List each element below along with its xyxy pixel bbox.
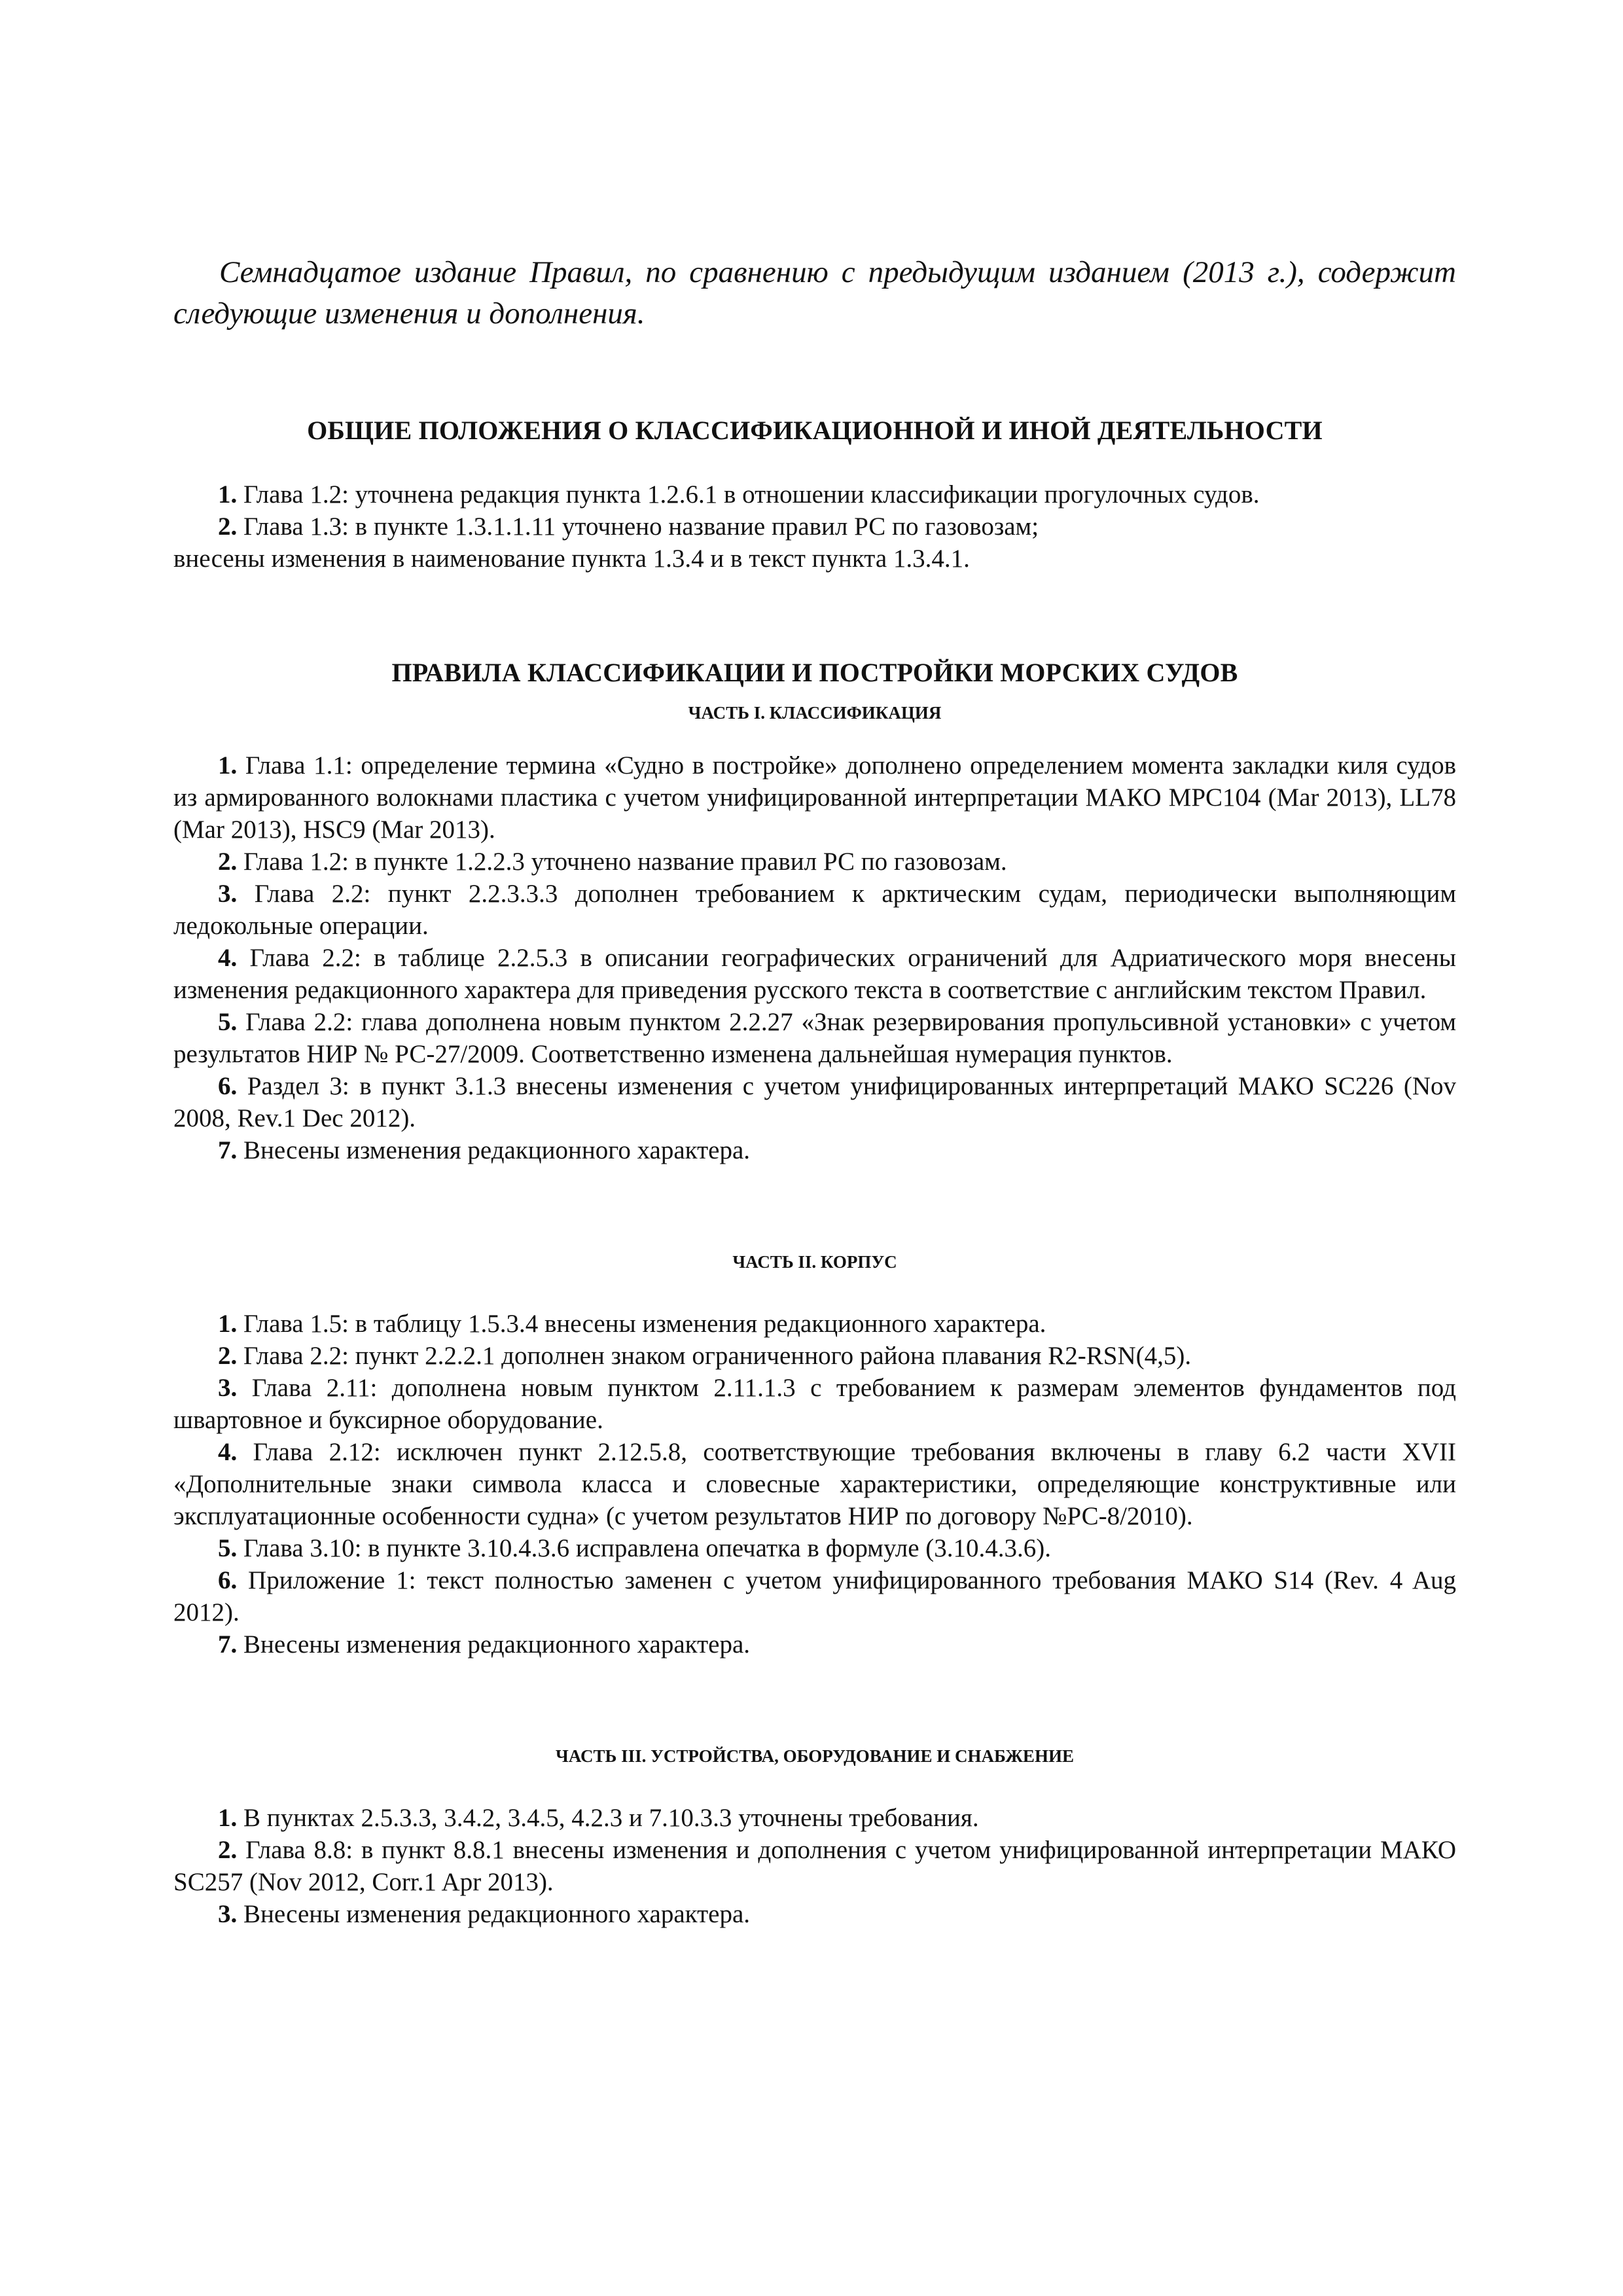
list-item: 2. Глава 1.2: в пункте 1.2.2.3 уточнено название правил РС по газовозам. bbox=[218, 848, 1007, 876]
part2-list bbox=[173, 1308, 1456, 1660]
list-item: 1. Глава 1.2: уточнена редакция пункта 1.2.6.1 в отношении классификации прогулочных судов. bbox=[218, 480, 1260, 509]
list-item: 2. Глава 2.2: пункт 2.2.2.1 дополнен знаком ограниченного района плавания R2-RSN(4,5). bbox=[218, 1342, 1192, 1370]
list-item: 1. Глава 1.1: определение термина «Судно в постройке» дополнено определением момента закладки киля судов из армированного волокнами пластика с учетом унифицированной интерпретации МАКО MPC104 (Mar 2013), LL78 (Mar 2013), HSC9 (Mar 2013). bbox=[173, 751, 1456, 844]
list-item: 6. Раздел 3: в пункт 3.1.3 внесены изменения с учетом унифицированных интерпретаций МАКО SC226 (Nov 2008, Rev.1 Dec 2012). bbox=[173, 1072, 1457, 1132]
list-item: 3. Глава 2.11: дополнена новым пунктом 2.11.1.3 с требованием к размерам элементов фундаментов под швартовное и буксирное оборудование. bbox=[173, 1374, 1457, 1434]
part1-title: ЧАСТЬ I. КЛАССИФИКАЦИЯ bbox=[688, 703, 942, 723]
part1-list bbox=[173, 749, 1456, 1166]
list-item: 1. В пунктах 2.5.3.3, 3.4.2, 3.4.5, 4.2.3 и 7.10.3.3 уточнены требования. bbox=[218, 1804, 979, 1832]
list-item: 4. Глава 2.12: исключен пункт 2.12.5.8, соответствующие требования включены в главу 6.2 части XVII «Дополнительные знаки символа класса и словесные характеристики, определяющие конструктивные или эксплуатационные особенности судна» (с учетом результатов НИР по договору №РС-8/2010). bbox=[173, 1438, 1456, 1530]
intro-paragraph: Семнадцатое издание Правил, по сравнению с предыдущим изданием (2013 г.), содержит следующие изменения и дополнения. bbox=[173, 255, 1456, 331]
list-item: 5. Глава 3.10: в пункте 3.10.4.3.6 исправлена опечатка в формуле (3.10.4.3.6). bbox=[218, 1534, 1051, 1562]
list-item: 3. Внесены изменения редакционного характера. bbox=[218, 1900, 751, 1928]
rules-heading: ПРАВИЛА КЛАССИФИКАЦИИ И ПОСТРОЙКИ МОРСКИХ СУДОВ bbox=[391, 658, 1238, 687]
part3-list bbox=[173, 1802, 1456, 1930]
general-provisions-list bbox=[173, 478, 1456, 575]
general-provisions-heading: ОБЩИЕ ПОЛОЖЕНИЯ О КЛАССИФИКАЦИОННОЙ И ИНОЙ ДЕЯТЕЛЬНОСТИ bbox=[307, 416, 1323, 445]
list-item-continuation: внесены изменения в наименование пункта 1.3.4 и в текст пункта 1.3.4.1. bbox=[173, 545, 970, 573]
list-item: 2. Глава 1.3: в пункте 1.3.1.1.11 уточнено название правил РС по газовозам; bbox=[218, 512, 1039, 541]
part3-title: ЧАСТЬ III. УСТРОЙСТВА, ОБОРУДОВАНИЕ И СНАБЖЕНИЕ bbox=[556, 1746, 1074, 1766]
list-item: 2. Глава 8.8: в пункт 8.8.1 внесены изменения и дополнения с учетом унифицированной интерпретации МАКО SC257 (Nov 2012, Corr.1 Apr 2013). bbox=[173, 1836, 1456, 1896]
list-item: 7. Внесены изменения редакционного характера. bbox=[218, 1630, 751, 1659]
list-item: 5. Глава 2.2: глава дополнена новым пунктом 2.2.27 «Знак резервирования пропульсивной установки» с учетом результатов НИР № РС-27/2009. Соответственно изменена дальнейшая нумерация пунктов. bbox=[173, 1008, 1457, 1068]
list-item: 1. Глава 1.5: в таблицу 1.5.3.4 внесены изменения редакционного характера. bbox=[218, 1310, 1046, 1338]
list-item: 4. Глава 2.2: в таблице 2.2.5.3 в описании географических ограничений для Адриатического моря внесены изменения редакционного характера для приведения русского текста в соответствие с английским текстом Правил. bbox=[173, 944, 1457, 1004]
list-item: 3. Глава 2.2: пункт 2.2.3.3.3 дополнен требованием к арктическим судам, периодически выполняющим ледокольные операции. bbox=[173, 880, 1457, 940]
part2-title: ЧАСТЬ II. КОРПУС bbox=[732, 1252, 897, 1272]
list-item: 6. Приложение 1: текст полностью заменен с учетом унифицированного требования МАКО S14 (Rev. 4 Aug 2012). bbox=[173, 1566, 1456, 1626]
list-item: 7. Внесены изменения редакционного характера. bbox=[218, 1136, 751, 1164]
document-page bbox=[173, 252, 1456, 1930]
